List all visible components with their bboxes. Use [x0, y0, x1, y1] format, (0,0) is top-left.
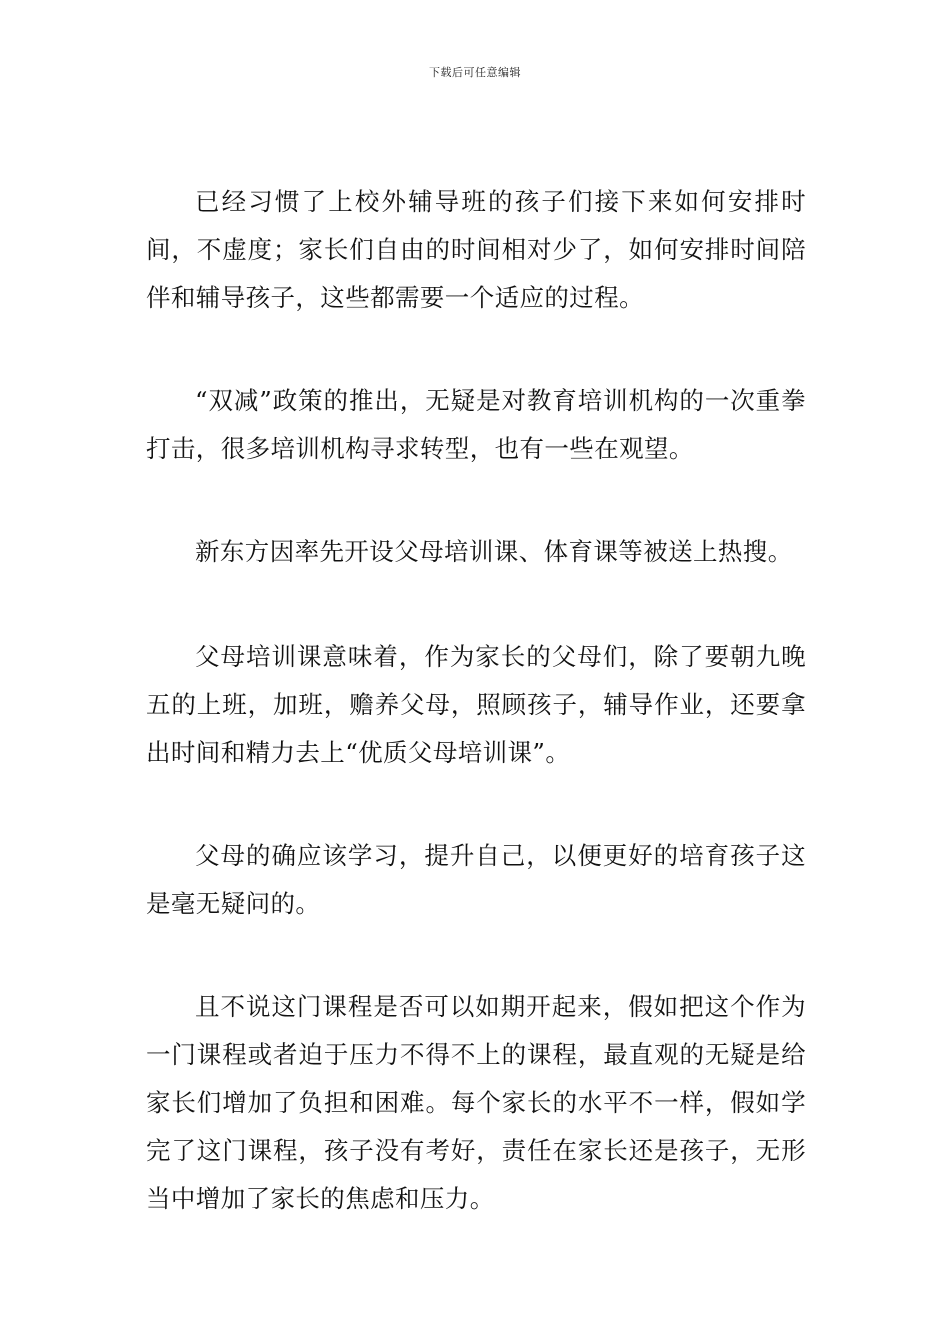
document-body	[146, 178, 806, 1223]
paragraph-6: 且不说这门课程是否可以如期开起来，假如把这个作为一门课程或者迫于压力不得不上的课程，最直观的无疑是给家长们增加了负担和困难。每个家长的水平不一样，假如学完了这门课程，孩子没有考好，责任在家长还是孩子，无形当中增加了家长的焦虑和压力。	[146, 992, 806, 1213]
paragraph-4: 父母培训课意味着，作为家长的父母们，除了要朝九晚五的上班，加班，赡养父母，照顾孩子，辅导作业，还要拿出时间和精力去上“优质父母培训课”。	[146, 642, 806, 767]
paragraph-2: “双减”政策的推出，无疑是对教育培训机构的一次重拳打击，很多培训机构寻求转型，也有一些在观望。	[146, 386, 806, 463]
paragraph-5: 父母的确应该学习，提升自己，以便更好的培育孩子这是毫无疑问的。	[146, 841, 806, 918]
page-header: 下载后可任意编辑	[429, 66, 521, 79]
paragraph-1: 已经习惯了上校外辅导班的孩子们接下来如何安排时间，不虚度；家长们自由的时间相对少了，如何安排时间陪伴和辅导孩子，这些都需要一个适应的过程。	[146, 187, 806, 312]
paragraph-3: 新东方因率先开设父母培训课、体育课等被送上热搜。	[195, 537, 793, 566]
